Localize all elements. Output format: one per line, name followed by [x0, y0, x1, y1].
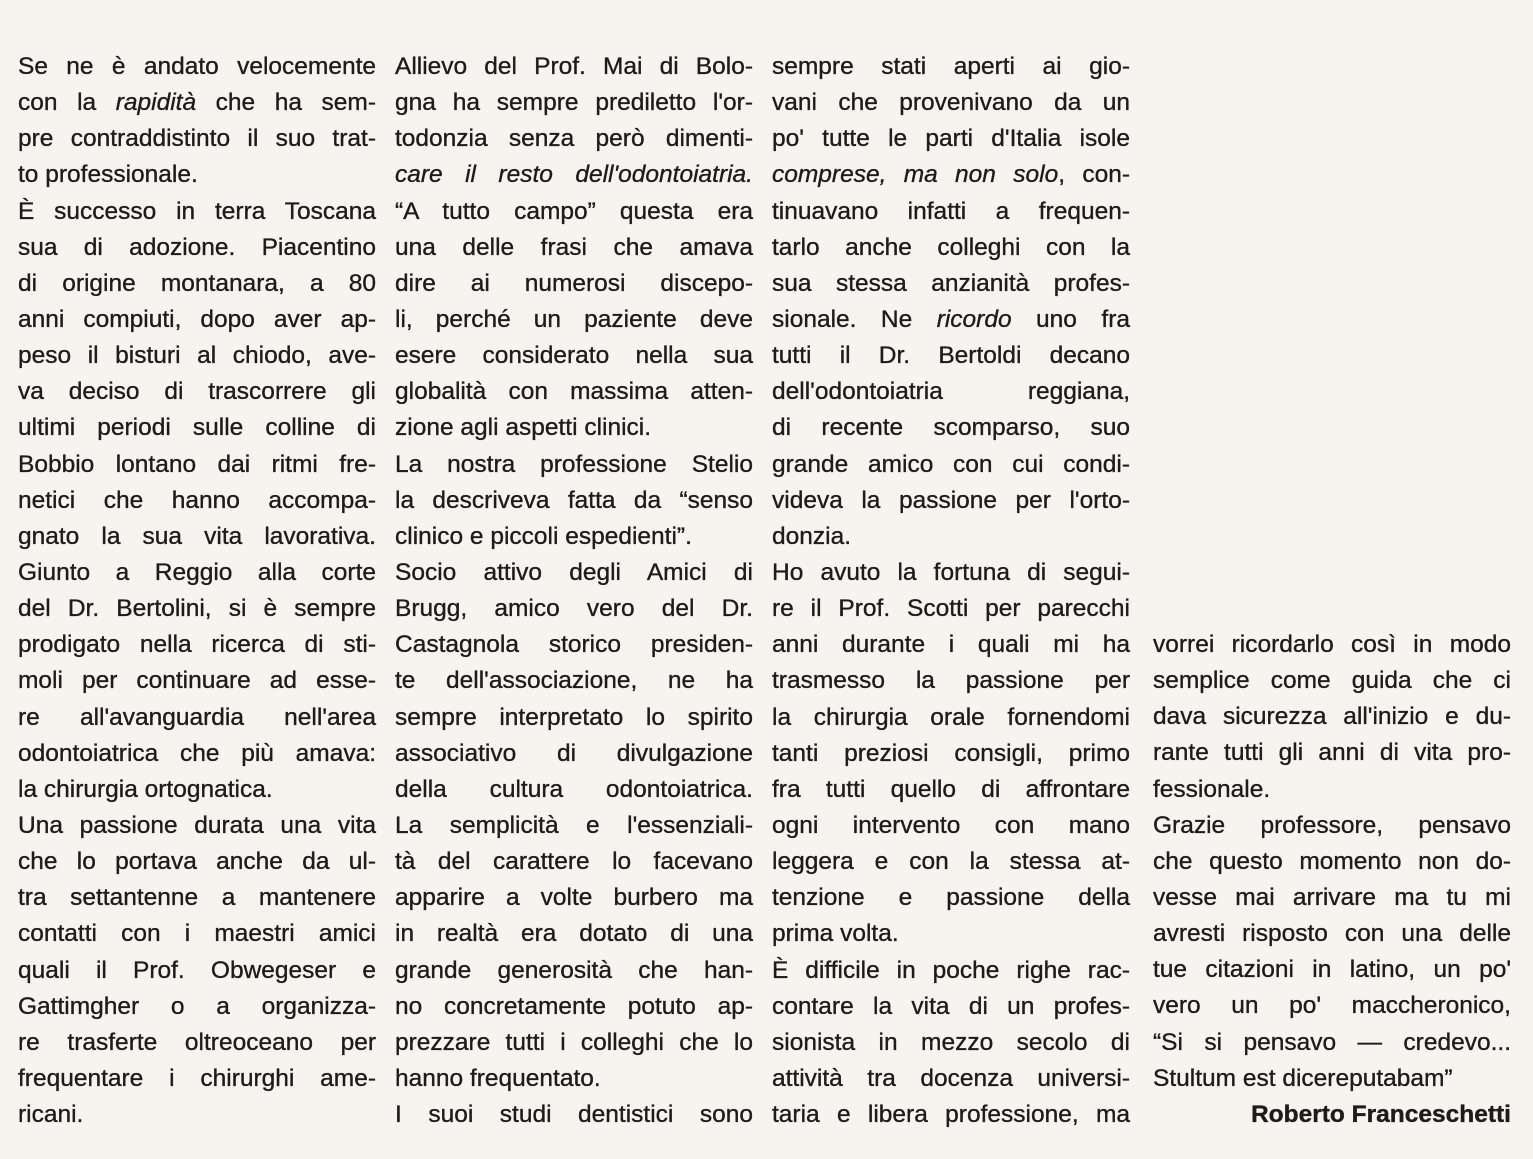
text-line: anni durante i quali mi ha [772, 631, 1130, 659]
text-line: di origine montanara, a 80 [18, 269, 376, 297]
text-line: sua di adozione. Piacentino [18, 233, 376, 261]
text-line: una delle frasi che amava [395, 233, 753, 261]
text-line: contatti con i maestri amici [18, 920, 376, 948]
text-line: contare la vita di un profes- [772, 992, 1130, 1020]
article-column-1 [18, 49, 376, 1133]
text-line: quali il Prof. Obwegeser e [18, 956, 376, 984]
text-line: prima volta. [772, 920, 899, 948]
text-line: vero un po' maccheronico, [1153, 992, 1511, 1020]
text-segment: ricordo [936, 305, 1012, 333]
text-line: li, perché un paziente deve [395, 305, 753, 333]
text-line: semplice come guida che ci [1153, 667, 1511, 695]
text-line: leggera e con la stessa at- [772, 848, 1130, 876]
text-line: avresti risposto con una delle [1153, 920, 1511, 948]
text-line: tutti il Dr. Bertoldi decano [772, 342, 1130, 370]
text-line: odontoiatrica che più amava: [18, 739, 376, 767]
text-line: associativo di divulgazione [395, 739, 753, 767]
text-line: ricani. [18, 1101, 84, 1129]
text-line: moli per continuare ad esse- [18, 667, 376, 695]
text-line: Castagnola storico presiden- [395, 631, 753, 659]
text-line: sempre stati aperti ai gio- [772, 53, 1130, 80]
text-segment: con la [18, 89, 116, 117]
text-line: peso il bisturi al chiodo, ave- [18, 342, 376, 370]
text-line: Grazie professore, pensavo [1153, 811, 1511, 839]
article-column-3 [772, 49, 1130, 1133]
text-line: hanno frequentato. [395, 1064, 601, 1092]
text-line: taria e libera professione, ma [772, 1101, 1130, 1129]
text-segment: sionale. Ne [772, 305, 937, 333]
text-line: pre contraddistinto il suo trat- [18, 125, 376, 153]
text-line: prodigato nella ricerca di sti- [18, 631, 376, 659]
text-line: esere considerato nella sua [395, 342, 753, 370]
text-line: frequentare i chirurghi ame- [18, 1064, 376, 1092]
text-line: apparire a volte burbero ma [395, 884, 753, 912]
text-line: attività tra docenza universi- [772, 1064, 1130, 1092]
text-line: ogni intervento con mano [772, 811, 1130, 839]
text-line: di recente scomparso, suo [772, 414, 1130, 442]
text-line: re trasferte oltreoceano per [18, 1028, 376, 1056]
text-line: re il Prof. Scotti per parecchi [772, 595, 1130, 623]
text-segment: ma non solo [903, 161, 1059, 189]
text-line: “A tutto campo” questa era [395, 197, 753, 225]
text-line: La nostra professione Stelio [395, 450, 753, 478]
text-line: tra settantenne a mantenere [18, 884, 376, 912]
text-line: la chirurgia ortognatica. [18, 775, 273, 803]
text-line: te dell'associazione, ne ha [395, 667, 753, 695]
text-line [772, 302, 1130, 338]
text-line: ultimi periodi sulle colline di [18, 414, 376, 442]
text-line: gna ha sempre prediletto l'or- [395, 89, 753, 117]
text-line: in realtà era dotato di una [395, 920, 753, 948]
text-line: tanti preziosi consigli, primo [772, 739, 1130, 767]
text-line: tue citazioni in latino, un po' [1153, 956, 1511, 984]
text-line: Allievo del Prof. Mai di Bolo- [395, 53, 753, 80]
text-line: fessionale. [1153, 775, 1271, 803]
text-line: che lo portava anche da ul- [18, 848, 376, 876]
text-line: Una passione durata una vita [18, 811, 376, 839]
text-line: zione agli aspetti clinici. [395, 414, 652, 442]
text-line: grande generosità che han- [395, 956, 753, 984]
text-line: vorrei ricordarlo così in modo [1153, 631, 1511, 658]
text-segment: rapidità [115, 89, 197, 117]
text-line: prezzare tutti i colleghi che lo [395, 1028, 753, 1056]
text-line: grande amico con cui condi- [772, 450, 1130, 478]
text-line: re all'avanguardia nell'area [18, 703, 376, 731]
text-line [18, 85, 376, 121]
author-signature: Roberto Franceschetti [1250, 1100, 1511, 1128]
text-segment: comprese, [772, 161, 904, 189]
text-line [772, 157, 1130, 193]
text-line: Stultum est dicereputabam” [1153, 1064, 1453, 1092]
text-line: po' tutte le parti d'Italia isole [772, 125, 1130, 153]
text-line: fra tutti quello di affrontare [772, 775, 1130, 803]
text-line: rante tutti gli anni di vita pro- [1153, 739, 1511, 767]
text-line: netici che hanno accompa- [18, 486, 376, 514]
text-line: sionista in mezzo secolo di [772, 1028, 1130, 1056]
text-line: clinico e piccoli espedienti”. [395, 522, 692, 550]
text-line: trasmesso la passione per [772, 667, 1130, 695]
text-line: no concretamente potuto ap- [395, 992, 753, 1020]
text-line: “Si si pensavo — credevo... [1153, 1028, 1511, 1056]
text-line: Se ne è andato velocemente [18, 53, 376, 80]
text-segment: uno fra [1011, 305, 1130, 333]
text-line: vani che provenivano da un [772, 89, 1130, 117]
text-line: dell'odontoiatria reggiana, [772, 378, 1130, 406]
text-line: Brugg, amico vero del Dr. [395, 595, 753, 623]
text-line: È successo in terra Toscana [18, 197, 376, 225]
text-line: globalità con massima atten- [395, 378, 753, 406]
text-line: la descriveva fatta da “senso [395, 486, 753, 514]
text-line: Giunto a Reggio alla corte [18, 558, 376, 586]
text-line: Socio attivo degli Amici di [395, 558, 753, 586]
text-line: la chirurgia orale fornendomi [772, 703, 1130, 731]
text-line: dire ai numerosi discepo- [395, 269, 753, 297]
text-line: che questo momento non do- [1153, 847, 1511, 875]
text-segment: , con- [1058, 161, 1130, 189]
text-line: tarlo anche colleghi con la [772, 233, 1130, 261]
text-line: della cultura odontoiatrica. [395, 775, 753, 803]
text-line: La semplicità e l'essenziali- [395, 811, 753, 839]
text-line: È difficile in poche righe rac- [772, 956, 1130, 984]
text-line: anni compiuti, dopo aver ap- [18, 305, 376, 333]
text-line: gnato la sua vita lavorativa. [18, 522, 376, 550]
text-line: todonzia senza però dimenti- [395, 125, 753, 153]
text-segment: che ha sem- [196, 89, 376, 117]
text-line: del Dr. Bertolini, si è sempre [18, 595, 376, 623]
article-column-2 [395, 49, 753, 1133]
text-line: va deciso di trascorrere gli [18, 378, 376, 406]
text-line: tenzione e passione della [772, 884, 1130, 912]
text-line: videva la passione per l'orto- [772, 486, 1130, 514]
article-column-4 [1153, 627, 1511, 1133]
text-line: tinuavano infatti a frequen- [772, 197, 1130, 225]
text-line: to professionale. [18, 161, 198, 189]
text-line: care il resto dell'odontoiatria. [395, 161, 753, 189]
text-line: sua stessa anzianità profes- [772, 269, 1130, 297]
text-line: Ho avuto la fortuna di segui- [772, 558, 1130, 586]
text-line: I suoi studi dentistici sono [395, 1101, 753, 1129]
text-line: sempre interpretato lo spirito [395, 703, 753, 731]
text-line: dava sicurezza all'inizio e du- [1153, 703, 1511, 731]
text-line: vesse mai arrivare ma tu mi [1153, 883, 1511, 911]
text-line: Bobbio lontano dai ritmi fre- [18, 450, 376, 478]
text-line: tà del carattere lo facevano [395, 848, 753, 876]
text-line: Gattimgher o a organizza- [18, 992, 376, 1020]
text-line: donzia. [772, 522, 852, 550]
